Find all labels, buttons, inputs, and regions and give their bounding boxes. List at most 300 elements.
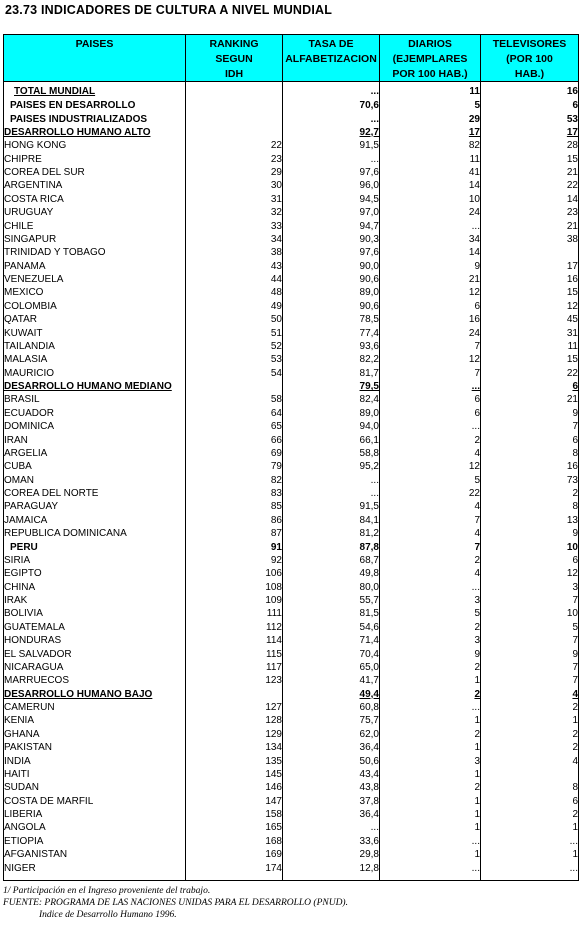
- ranking-cell: 49: [270, 300, 282, 312]
- country-cell: CHINA: [4, 581, 36, 593]
- newspapers-cell: 2: [474, 782, 480, 794]
- country-cell: KUWAIT: [4, 327, 43, 339]
- newspapers-cell: 7: [474, 367, 480, 379]
- country-cell: DESARROLLO HUMANO BAJO: [4, 688, 153, 700]
- literacy-cell: 70,6: [359, 100, 379, 112]
- literacy-cell: 97,6: [359, 167, 379, 179]
- country-cell: QATAR: [4, 314, 37, 326]
- ranking-cell: 111: [266, 608, 282, 620]
- header-ranking-line3: IDH: [224, 68, 244, 80]
- televisions-cell: 7: [572, 421, 578, 433]
- literacy-cell: 80,0: [359, 581, 379, 593]
- literacy-cell: 78,5: [359, 314, 379, 326]
- table-row: [4, 607, 578, 620]
- literacy-cell: 43,8: [359, 782, 379, 794]
- newspapers-cell: 2: [474, 434, 480, 446]
- country-cell: HONG KONG: [4, 140, 67, 152]
- newspapers-cell: 2: [474, 728, 480, 740]
- ranking-cell: 127: [265, 702, 282, 714]
- literacy-cell: 77,4: [359, 327, 379, 339]
- televisions-cell: 17: [566, 260, 578, 272]
- newspapers-cell: 21: [468, 274, 480, 286]
- section-row: [4, 688, 578, 701]
- header-alfabetizacion-line2: ALFABETIZACION: [285, 53, 377, 65]
- newspapers-cell: 82: [468, 140, 480, 152]
- newspapers-cell: 14: [468, 180, 480, 192]
- literacy-cell: 94,0: [359, 421, 379, 433]
- newspapers-cell: 9: [474, 260, 480, 272]
- televisions-cell: 21: [566, 167, 578, 179]
- ranking-cell: 53: [270, 354, 282, 366]
- ranking-cell: 22: [270, 140, 282, 152]
- country-cell: ANGOLA: [4, 822, 46, 834]
- literacy-cell: ...: [370, 113, 379, 125]
- televisions-cell: 15: [566, 287, 578, 299]
- newspapers-cell: 5: [474, 100, 480, 112]
- ranking-cell: 146: [265, 782, 282, 794]
- table-row: [4, 260, 578, 273]
- header-diarios-line1: DIARIOS: [408, 38, 452, 50]
- televisions-cell: 16: [566, 461, 578, 473]
- ranking-cell: 32: [270, 207, 282, 219]
- table-row: [4, 300, 578, 313]
- table-row: [4, 460, 578, 473]
- newspapers-cell: 1: [474, 809, 480, 821]
- newspapers-cell: 11: [469, 85, 480, 97]
- literacy-cell: 91,5: [359, 501, 379, 513]
- country-cell: AFGANISTAN: [4, 849, 68, 861]
- televisions-cell: 28: [566, 140, 578, 152]
- table-row: [4, 514, 578, 527]
- country-cell: IRAN: [4, 434, 28, 446]
- country-cell: SUDAN: [4, 782, 40, 794]
- ranking-cell: 43: [270, 260, 282, 272]
- header-televisores-line2: (POR 100: [506, 53, 553, 65]
- literacy-cell: 66,1: [359, 434, 379, 446]
- country-cell: IRAK: [4, 595, 28, 607]
- table-row: [4, 701, 578, 714]
- table-row: [4, 821, 578, 834]
- literacy-cell: 91,5: [359, 140, 379, 152]
- televisions-cell: 6: [572, 381, 578, 393]
- televisions-cell: 45: [566, 314, 578, 326]
- section-row: [4, 126, 578, 139]
- newspapers-cell: 3: [474, 635, 480, 647]
- ranking-cell: [185, 380, 282, 393]
- ranking-cell: 31: [270, 193, 282, 205]
- televisions-cell: 23: [566, 207, 578, 219]
- ranking-cell: 38: [270, 247, 282, 259]
- ranking-cell: 174: [265, 862, 282, 874]
- literacy-cell: 97,0: [359, 207, 379, 219]
- newspapers-cell: 2: [474, 688, 480, 700]
- literacy-cell: 96,0: [359, 180, 379, 192]
- ranking-cell: [185, 99, 282, 112]
- table-row: [4, 594, 578, 607]
- televisions-cell: 15: [566, 153, 578, 165]
- country-cell: PAKISTAN: [4, 742, 52, 754]
- country-cell: ECUADOR: [4, 407, 55, 419]
- literacy-cell: 54,6: [359, 621, 379, 633]
- newspapers-cell: 5: [474, 474, 480, 486]
- televisions-cell: 7: [572, 635, 578, 647]
- table-header: [3, 34, 579, 82]
- country-cell: VENEZUELA: [4, 274, 64, 286]
- table-body: [4, 83, 578, 875]
- table-row: [4, 273, 578, 286]
- source-note: FUENTE: PROGRAMA DE LAS NACIONES UNIDAS PARA EL DESARROLLO (PNUD).: [3, 898, 348, 908]
- televisions-cell: 4: [572, 688, 578, 700]
- newspapers-cell: 29: [468, 113, 480, 125]
- literacy-cell: 89,0: [359, 287, 379, 299]
- ranking-cell: 108: [265, 581, 282, 593]
- televisions-cell: 6: [572, 554, 578, 566]
- televisions-cell: 9: [572, 648, 578, 660]
- ranking-cell: 123: [265, 675, 282, 687]
- table-row: [4, 848, 578, 861]
- televisions-cell: ...: [569, 835, 578, 847]
- televisions-cell: [480, 768, 578, 781]
- country-cell: PERU: [10, 541, 38, 553]
- country-cell: CUBA: [4, 461, 32, 473]
- literacy-cell: 60,8: [359, 702, 379, 714]
- televisions-cell: 22: [566, 180, 578, 192]
- televisions-cell: 22: [566, 367, 578, 379]
- televisions-cell: 12: [566, 568, 578, 580]
- country-cell: EL SALVADOR: [4, 648, 72, 660]
- country-cell: DESARROLLO HUMANO MEDIANO: [4, 381, 172, 393]
- literacy-cell: 12,8: [359, 862, 379, 874]
- table-row: [4, 661, 578, 674]
- televisions-cell: 31: [566, 327, 578, 339]
- ranking-cell: 145: [265, 768, 282, 780]
- table-row: [4, 500, 578, 513]
- ranking-cell: 50: [270, 314, 282, 326]
- ranking-cell: 33: [270, 220, 282, 232]
- newspapers-cell: 3: [474, 595, 480, 607]
- newspapers-cell: 1: [474, 849, 480, 861]
- ranking-cell: 106: [265, 568, 282, 580]
- newspapers-cell: 1: [474, 675, 480, 687]
- ranking-cell: 51: [270, 327, 282, 339]
- ranking-cell: 92: [270, 554, 282, 566]
- televisions-cell: 6: [572, 795, 578, 807]
- televisions-cell: 1: [572, 849, 578, 861]
- ranking-cell: 134: [265, 742, 282, 754]
- country-cell: URUGUAY: [4, 207, 54, 219]
- literacy-cell: 29,8: [359, 849, 379, 861]
- literacy-cell: 68,7: [359, 554, 379, 566]
- televisions-cell: 73: [566, 474, 578, 486]
- literacy-cell: 90,0: [359, 260, 379, 272]
- country-cell: OMAN: [4, 474, 34, 486]
- ranking-cell: [185, 688, 282, 701]
- table-row: [4, 353, 578, 366]
- country-cell: MAURICIO: [4, 367, 54, 379]
- ranking-cell: 29: [270, 167, 282, 179]
- literacy-cell: 90,6: [359, 274, 379, 286]
- literacy-cell: 95,2: [359, 461, 379, 473]
- literacy-cell: ...: [370, 85, 379, 97]
- country-cell: PAISES INDUSTRIALIZADOS: [10, 113, 148, 125]
- newspapers-cell: ...: [471, 421, 480, 433]
- table-row: [4, 714, 578, 727]
- televisions-cell: 13: [566, 514, 578, 526]
- table-row: [4, 728, 578, 741]
- ranking-cell: [185, 112, 282, 125]
- newspapers-cell: ...: [471, 581, 480, 593]
- country-cell: ETIOPIA: [4, 835, 44, 847]
- literacy-cell: 37,8: [359, 795, 379, 807]
- ranking-cell: 147: [265, 795, 282, 807]
- literacy-cell: 94,7: [359, 220, 379, 232]
- header-alfabetizacion-line1: TASA DE: [308, 38, 354, 50]
- page-title: 23.73 INDICADORES DE CULTURA A NIVEL MUNDIAL: [5, 3, 333, 17]
- country-cell: JAMAICA: [4, 514, 48, 526]
- literacy-cell: 58,8: [359, 447, 379, 459]
- table-row: [4, 754, 578, 767]
- country-cell: EGIPTO: [4, 568, 42, 580]
- ranking-cell: 30: [270, 180, 282, 192]
- literacy-cell: 71,4: [359, 635, 379, 647]
- literacy-cell: 55,7: [359, 595, 379, 607]
- literacy-cell: 33,6: [359, 835, 379, 847]
- table-row: [4, 367, 578, 380]
- country-cell: COSTA RICA: [4, 193, 64, 205]
- table-row: [4, 166, 578, 179]
- country-cell: NICARAGUA: [4, 661, 64, 673]
- table-row: [4, 433, 578, 446]
- televisions-cell: 15: [566, 354, 578, 366]
- table-row: [4, 621, 578, 634]
- total-row: [4, 112, 578, 125]
- highlight-row: [4, 540, 578, 553]
- televisions-cell: 2: [572, 488, 578, 500]
- televisions-cell: 2: [572, 809, 578, 821]
- literacy-cell: 89,0: [359, 407, 379, 419]
- televisions-cell: 11: [567, 340, 578, 352]
- literacy-cell: 87,8: [359, 541, 379, 553]
- ranking-cell: 65: [270, 421, 282, 433]
- newspapers-cell: 17: [468, 126, 480, 138]
- table-row: [4, 581, 578, 594]
- newspapers-cell: 4: [474, 447, 480, 459]
- table-row: [4, 527, 578, 540]
- table-row: [4, 340, 578, 353]
- country-cell: PARAGUAY: [4, 501, 59, 513]
- literacy-cell: 36,4: [359, 742, 379, 754]
- table-row: [4, 741, 578, 754]
- newspapers-cell: 10: [468, 193, 480, 205]
- country-cell: REPUBLICA DOMINICANA: [4, 528, 127, 540]
- literacy-cell: 65,0: [359, 661, 379, 673]
- header-televisores-line1: TELEVISORES: [492, 38, 567, 50]
- ranking-cell: 64: [270, 407, 282, 419]
- televisions-cell: 8: [572, 447, 578, 459]
- televisions-cell: 1: [572, 822, 578, 834]
- literacy-cell: 79,5: [359, 381, 379, 393]
- country-cell: PAISES EN DESARROLLO: [10, 100, 136, 112]
- televisions-cell: 5: [572, 621, 578, 633]
- table-row: [4, 407, 578, 420]
- televisions-cell: 9: [572, 528, 578, 540]
- table-row: [4, 474, 578, 487]
- newspapers-cell: ...: [471, 381, 480, 393]
- televisions-cell: 2: [572, 702, 578, 714]
- literacy-cell: 92,7: [359, 126, 379, 138]
- ranking-cell: [185, 83, 282, 99]
- newspapers-cell: 34: [468, 233, 480, 245]
- televisions-cell: 17: [566, 126, 578, 138]
- ranking-cell: 129: [265, 728, 282, 740]
- table-row: [4, 795, 578, 808]
- newspapers-cell: 7: [474, 340, 480, 352]
- televisions-cell: 16: [566, 274, 578, 286]
- ranking-cell: 114: [266, 635, 282, 647]
- newspapers-cell: 4: [474, 501, 480, 513]
- country-cell: ARGENTINA: [4, 180, 63, 192]
- literacy-cell: 36,4: [359, 809, 379, 821]
- televisions-cell: 2: [572, 728, 578, 740]
- newspapers-cell: 24: [468, 207, 480, 219]
- country-cell: COREA DEL NORTE: [4, 488, 99, 500]
- header-televisores: [481, 35, 578, 81]
- country-cell: CHILE: [4, 220, 34, 232]
- table-row: [4, 487, 578, 500]
- televisions-cell: 10: [566, 608, 578, 620]
- table-row: [4, 554, 578, 567]
- newspapers-cell: 5: [474, 608, 480, 620]
- header-paises-line1: PAISES: [75, 38, 114, 50]
- table-row: [4, 206, 578, 219]
- table-row: [4, 567, 578, 580]
- newspapers-cell: ...: [471, 862, 480, 874]
- televisions-cell: 1: [572, 715, 578, 727]
- table-row: [4, 219, 578, 232]
- ranking-cell: 34: [270, 233, 282, 245]
- ranking-cell: 117: [266, 661, 282, 673]
- ranking-cell: 48: [270, 287, 282, 299]
- newspapers-cell: 2: [474, 554, 480, 566]
- country-cell: LIBERIA: [4, 809, 43, 821]
- table-row: [4, 634, 578, 647]
- literacy-cell: 82,2: [359, 354, 379, 366]
- header-diarios: [380, 35, 481, 81]
- televisions-cell: 21: [566, 394, 578, 406]
- literacy-cell: 82,4: [359, 394, 379, 406]
- newspapers-cell: 14: [468, 247, 480, 259]
- literacy-cell: 75,7: [359, 715, 379, 727]
- country-cell: MALASIA: [4, 354, 48, 366]
- literacy-cell: 43,4: [359, 768, 379, 780]
- table-row: [4, 447, 578, 460]
- header-paises: [4, 35, 186, 81]
- ranking-cell: 87: [270, 528, 282, 540]
- newspapers-cell: 24: [468, 327, 480, 339]
- televisions-cell: [480, 246, 578, 259]
- televisions-cell: 8: [572, 782, 578, 794]
- ranking-cell: 115: [266, 648, 282, 660]
- televisions-cell: 6: [572, 434, 578, 446]
- header-alfabetizacion: [283, 35, 380, 81]
- televisions-cell: 7: [572, 661, 578, 673]
- televisions-cell: 3: [572, 581, 578, 593]
- ranking-cell: 109: [265, 595, 282, 607]
- table-row: [4, 835, 578, 848]
- newspapers-cell: 12: [468, 354, 480, 366]
- newspapers-cell: 7: [474, 541, 480, 553]
- televisions-cell: 4: [572, 755, 578, 767]
- newspapers-cell: 6: [474, 394, 480, 406]
- table-row: [4, 233, 578, 246]
- televisions-cell: 53: [566, 113, 578, 125]
- country-cell: HAITI: [4, 768, 30, 780]
- table-row: [4, 326, 578, 339]
- newspapers-cell: 1: [474, 715, 480, 727]
- ranking-cell: 44: [270, 274, 282, 286]
- literacy-cell: 81,5: [359, 608, 379, 620]
- table-row: [4, 420, 578, 433]
- newspapers-cell: 1: [474, 822, 480, 834]
- ranking-cell: 23: [270, 153, 282, 165]
- country-cell: INDIA: [4, 755, 31, 767]
- literacy-cell: 62,0: [359, 728, 379, 740]
- ranking-cell: 128: [265, 715, 282, 727]
- ranking-cell: 52: [270, 340, 282, 352]
- header-ranking-line2: SEGUN: [215, 53, 253, 65]
- ranking-cell: 83: [270, 488, 282, 500]
- table-row: [4, 674, 578, 687]
- newspapers-cell: ...: [471, 702, 480, 714]
- literacy-cell: ...: [370, 822, 379, 834]
- header-diarios-line3: POR 100 HAB.): [392, 68, 468, 80]
- country-cell: DESARROLLO HUMANO ALTO: [4, 126, 151, 138]
- literacy-cell: ...: [370, 474, 379, 486]
- ranking-cell: 165: [265, 822, 282, 834]
- televisions-cell: 12: [566, 300, 578, 312]
- televisions-cell: 21: [566, 220, 578, 232]
- ranking-cell: 169: [265, 849, 282, 861]
- table-row: [4, 179, 578, 192]
- newspapers-cell: 6: [474, 407, 480, 419]
- table-row: [4, 153, 578, 166]
- newspapers-cell: 41: [468, 167, 480, 179]
- ranking-cell: 112: [266, 621, 282, 633]
- newspapers-cell: 1: [474, 742, 480, 754]
- newspapers-cell: 1: [474, 795, 480, 807]
- televisions-cell: 7: [572, 595, 578, 607]
- country-cell: TRINIDAD Y TOBAGO: [4, 247, 106, 259]
- table-row: [4, 393, 578, 406]
- table-row: [4, 781, 578, 794]
- country-cell: BRASIL: [4, 394, 40, 406]
- televisions-cell: 2: [572, 742, 578, 754]
- total-row: [4, 99, 578, 112]
- literacy-cell: 84,1: [359, 514, 379, 526]
- ranking-cell: [185, 126, 282, 139]
- ranking-cell: 135: [265, 755, 282, 767]
- total-row: [4, 83, 578, 99]
- country-cell: GHANA: [4, 728, 40, 740]
- table-row: [4, 313, 578, 326]
- literacy-cell: 41,7: [359, 675, 379, 687]
- header-ranking-line1: RANKING: [209, 38, 259, 50]
- section-row: [4, 380, 578, 393]
- newspapers-cell: 3: [474, 755, 480, 767]
- literacy-cell: 97,6: [359, 247, 379, 259]
- data-table: [4, 83, 578, 875]
- literacy-cell: 81,2: [359, 528, 379, 540]
